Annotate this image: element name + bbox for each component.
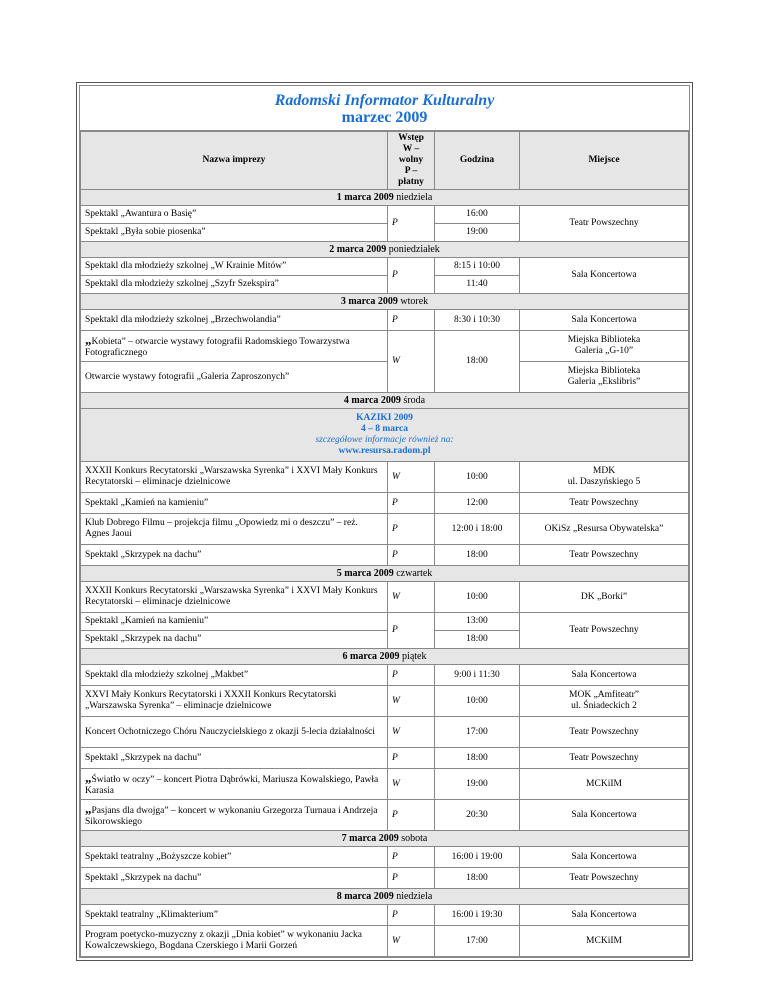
event-name: XXXII Konkurs Recytatorski „Warszawska Syrenka” i XXVI Mały Konkurs Recytatorski – eliminacje dzielnicowe xyxy=(81,462,388,493)
day-header xyxy=(81,294,689,310)
event-time: 18:00 xyxy=(435,748,520,769)
day-header xyxy=(81,242,689,258)
event-place: Teatr Powszechny xyxy=(520,613,689,649)
event-time: 8:15 i 10:00 xyxy=(435,258,520,276)
event-row xyxy=(81,462,689,493)
day-date: 1 marca 2009 xyxy=(336,192,394,203)
event-name: XXVI Mały Konkurs Recytatorski i XXXII Konkurs Recytatorski „Warszawska Syrenka” – eliminacje dzielnicowe xyxy=(81,686,388,717)
event-time: 10:00 xyxy=(435,462,520,493)
day-date: 2 marca 2009 xyxy=(329,244,387,255)
day-weekday: piątek xyxy=(402,651,427,662)
event-entry: P xyxy=(388,613,435,649)
event-time: 20:30 xyxy=(435,800,520,831)
event-name-text: Pasjans dla dwojga” – koncert w wykonaniu Grzegorza Turnaua i Andrzeja Sikorowskiego xyxy=(85,805,378,827)
event-entry: P xyxy=(388,493,435,514)
event-entry: W xyxy=(388,331,435,393)
event-row xyxy=(81,545,689,566)
event-place-line2: Galeria „Ekslibris” xyxy=(567,377,641,387)
event-place-line2: ul. Śniadeckich 2 xyxy=(571,701,637,711)
event-time: 17:00 xyxy=(435,926,520,957)
kaziki-website-link[interactable]: www.resursa.radom.pl xyxy=(338,446,431,456)
event-time: 16:00 xyxy=(435,206,520,224)
event-time: 18:00 xyxy=(435,868,520,889)
event-entry: P xyxy=(388,258,435,294)
event-row xyxy=(81,686,689,717)
event-name xyxy=(81,331,388,362)
events-table xyxy=(80,131,689,957)
event-row xyxy=(81,800,689,831)
event-row xyxy=(81,362,689,393)
event-row xyxy=(81,905,689,926)
event-name: XXXII Konkurs Recytatorski „Warszawska Syrenka” i XXVI Mały Konkurs Recytatorski – eliminacje dzielnicowe xyxy=(81,582,388,613)
document-header xyxy=(80,86,689,131)
column-header-name: Nazwa imprezy xyxy=(81,132,388,190)
event-place: MCKiIM xyxy=(520,926,689,957)
event-entry: W xyxy=(388,926,435,957)
kaziki-banner xyxy=(81,409,689,462)
event-row xyxy=(81,331,689,362)
day-date: 6 marca 2009 xyxy=(342,651,400,662)
day-header-row xyxy=(81,831,689,847)
event-entry: P xyxy=(388,748,435,769)
event-name: Spektakl „Była sobie piosenka” xyxy=(81,224,388,242)
event-place-line2: Galeria „G-10” xyxy=(574,346,634,356)
day-header-row xyxy=(81,242,689,258)
event-name: Spektakl dla młodzieży szkolnej „Makbet” xyxy=(81,665,388,686)
event-time: 11:40 xyxy=(435,276,520,294)
event-entry: P xyxy=(388,905,435,926)
document-inner xyxy=(79,85,690,958)
document-title: Radomski Informator Kulturalny xyxy=(274,92,495,109)
event-row xyxy=(81,613,689,631)
event-time: 9:00 i 11:30 xyxy=(435,665,520,686)
event-time: 13:00 xyxy=(435,613,520,631)
event-entry: P xyxy=(388,545,435,566)
column-header-place: Miejsce xyxy=(520,132,689,190)
event-row xyxy=(81,665,689,686)
day-date: 7 marca 2009 xyxy=(341,833,399,844)
event-row xyxy=(81,582,689,613)
event-name: Spektakl teatralny „Bożyszcze kobiet” xyxy=(81,847,388,868)
event-name: Koncert Ochotniczego Chóru Nauczycielskiego z okazji 5-lecia działalności xyxy=(81,717,388,748)
event-entry: P xyxy=(388,847,435,868)
day-header xyxy=(81,566,689,582)
day-weekday: niedziela xyxy=(396,891,433,902)
event-name: Spektakl „Skrzypek na dachu” xyxy=(81,545,388,566)
event-row xyxy=(81,717,689,748)
event-entry: P xyxy=(388,310,435,331)
event-place xyxy=(520,686,689,717)
event-name-quote: „ xyxy=(85,800,92,816)
event-row xyxy=(81,258,689,276)
event-row xyxy=(81,926,689,957)
event-place: Sala Koncertowa xyxy=(520,905,689,926)
event-time: 16:00 i 19:30 xyxy=(435,905,520,926)
kaziki-banner-row xyxy=(81,409,689,462)
event-place: Sala Koncertowa xyxy=(520,847,689,868)
kaziki-dates: 4 – 8 marca xyxy=(360,424,409,434)
event-place: Sala Koncertowa xyxy=(520,800,689,831)
event-row xyxy=(81,847,689,868)
event-row xyxy=(81,206,689,224)
event-name: Spektakl „Awantura o Basię” xyxy=(81,206,388,224)
event-place: Teatr Powszechny xyxy=(520,493,689,514)
event-place: Sala Koncertowa xyxy=(520,258,689,294)
day-date: 3 marca 2009 xyxy=(340,296,398,307)
event-entry: W xyxy=(388,717,435,748)
event-name: Klub Dobrego Filmu – projekcja filmu „Opowiedz mi o deszczu” – reż. Agnes Jaoui xyxy=(81,514,388,545)
day-header-row xyxy=(81,190,689,206)
event-name-quote: „ xyxy=(85,331,92,347)
document-subtitle: marzec 2009 xyxy=(341,109,428,126)
event-place xyxy=(520,331,689,362)
day-weekday: czwartek xyxy=(396,568,433,579)
event-name: Spektakl teatralny „Klimakterium” xyxy=(81,905,388,926)
event-place: Teatr Powszechny xyxy=(520,545,689,566)
day-weekday: poniedziałek xyxy=(388,244,440,255)
event-time: 12:00 i 18:00 xyxy=(435,514,520,545)
event-time: 19:00 xyxy=(435,224,520,242)
event-entry: W xyxy=(388,769,435,800)
event-row xyxy=(81,748,689,769)
event-place: Sala Koncertowa xyxy=(520,310,689,331)
event-entry: P xyxy=(388,665,435,686)
day-weekday: środa xyxy=(403,395,426,406)
document xyxy=(76,82,693,961)
event-time: 12:00 xyxy=(435,493,520,514)
event-entry: P xyxy=(388,868,435,889)
event-entry: W xyxy=(388,582,435,613)
event-row xyxy=(81,514,689,545)
event-place: Sala Koncertowa xyxy=(520,665,689,686)
column-header-entry xyxy=(388,132,435,190)
day-date: 8 marca 2009 xyxy=(336,891,394,902)
event-name-text: Światło w oczy” – koncert Piotra Dąbrówki, Mariusza Kowalskiego, Pawła Karasia xyxy=(85,774,379,796)
day-weekday: sobota xyxy=(401,833,428,844)
day-header-row xyxy=(81,393,689,409)
event-row xyxy=(81,868,689,889)
event-name: Spektakl „Skrzypek na dachu” xyxy=(81,631,388,649)
event-place-line1: MDK xyxy=(592,466,616,476)
day-header-row xyxy=(81,889,689,905)
day-header xyxy=(81,831,689,847)
event-place: Teatr Powszechny xyxy=(520,748,689,769)
event-entry: P xyxy=(388,206,435,242)
event-place: OKiSz „Resursa Obywatelska” xyxy=(520,514,689,545)
event-place xyxy=(520,362,689,393)
event-time: 8:30 i 10:30 xyxy=(435,310,520,331)
event-time: 16:00 i 19:00 xyxy=(435,847,520,868)
event-place-line2: ul. Daszyńskiego 5 xyxy=(567,477,641,487)
day-header xyxy=(81,889,689,905)
day-header-row xyxy=(81,566,689,582)
day-date: 4 marca 2009 xyxy=(343,395,401,406)
event-place-line1: Miejska Biblioteka xyxy=(567,366,641,376)
column-header-row xyxy=(81,132,689,190)
event-entry: P xyxy=(388,800,435,831)
event-time: 17:00 xyxy=(435,717,520,748)
event-entry: W xyxy=(388,686,435,717)
event-row xyxy=(81,493,689,514)
event-place xyxy=(520,462,689,493)
event-name-text: Kobieta” – otwarcie wystawy fotografii Radomskiego Towarzystwa Fotograficznego xyxy=(85,336,350,358)
event-time: 10:00 xyxy=(435,686,520,717)
event-place: Teatr Powszechny xyxy=(520,868,689,889)
day-header xyxy=(81,190,689,206)
event-name: Spektakl dla młodzieży szkolnej „Szyfr Szekspira” xyxy=(81,276,388,294)
event-row xyxy=(81,310,689,331)
event-time: 18:00 xyxy=(435,545,520,566)
column-header-entry-line1: Wstęp xyxy=(398,133,424,143)
event-place: Teatr Powszechny xyxy=(520,717,689,748)
event-entry: W xyxy=(388,462,435,493)
event-name: Spektakl „Skrzypek na dachu” xyxy=(81,868,388,889)
event-name-quote: „ xyxy=(85,769,92,785)
event-name xyxy=(81,800,388,831)
day-header-row xyxy=(81,294,689,310)
event-name: Spektakl „Skrzypek na dachu” xyxy=(81,748,388,769)
event-time: 18:00 xyxy=(435,331,520,393)
day-header-row xyxy=(81,649,689,665)
event-place-line1: MOK „Amfiteatr” xyxy=(569,690,639,700)
kaziki-title: KAZIKI 2009 xyxy=(356,413,413,423)
event-place: MCKiIM xyxy=(520,769,689,800)
event-name: Otwarcie wystawy fotografii „Galeria Zaproszonych” xyxy=(81,362,388,393)
kaziki-info: szczegółowe informacje również na: xyxy=(315,435,454,445)
day-header xyxy=(81,393,689,409)
event-name: Spektakl „Kamień na kamieniu” xyxy=(81,613,388,631)
day-weekday: niedziela xyxy=(396,192,433,203)
event-place: DK „Borki” xyxy=(520,582,689,613)
event-place: Teatr Powszechny xyxy=(520,206,689,242)
event-row xyxy=(81,769,689,800)
event-time: 10:00 xyxy=(435,582,520,613)
day-header xyxy=(81,649,689,665)
event-name xyxy=(81,769,388,800)
column-header-entry-line2: W – wolny xyxy=(398,144,424,165)
event-entry: P xyxy=(388,514,435,545)
event-time: 19:00 xyxy=(435,769,520,800)
event-name: Spektakl dla młodzieży szkolnej „W Krainie Mitów” xyxy=(81,258,388,276)
event-time: 18:00 xyxy=(435,631,520,649)
event-name: Spektakl dla młodzieży szkolnej „Brzechwolandia” xyxy=(81,310,388,331)
column-header-time: Godzina xyxy=(435,132,520,190)
day-date: 5 marca 2009 xyxy=(336,568,394,579)
event-place-line1: Miejska Biblioteka xyxy=(567,335,641,345)
event-name: Program poetycko-muzyczny z okazji „Dnia kobiet” w wykonaniu Jacka Kowalczewskiego, Bogdana Czerskiego i Marii Gorzeń xyxy=(81,926,388,957)
event-name: Spektakl „Kamień na kamieniu” xyxy=(81,493,388,514)
column-header-entry-line3: P – płatny xyxy=(398,166,424,187)
day-weekday: wtorek xyxy=(400,296,429,307)
